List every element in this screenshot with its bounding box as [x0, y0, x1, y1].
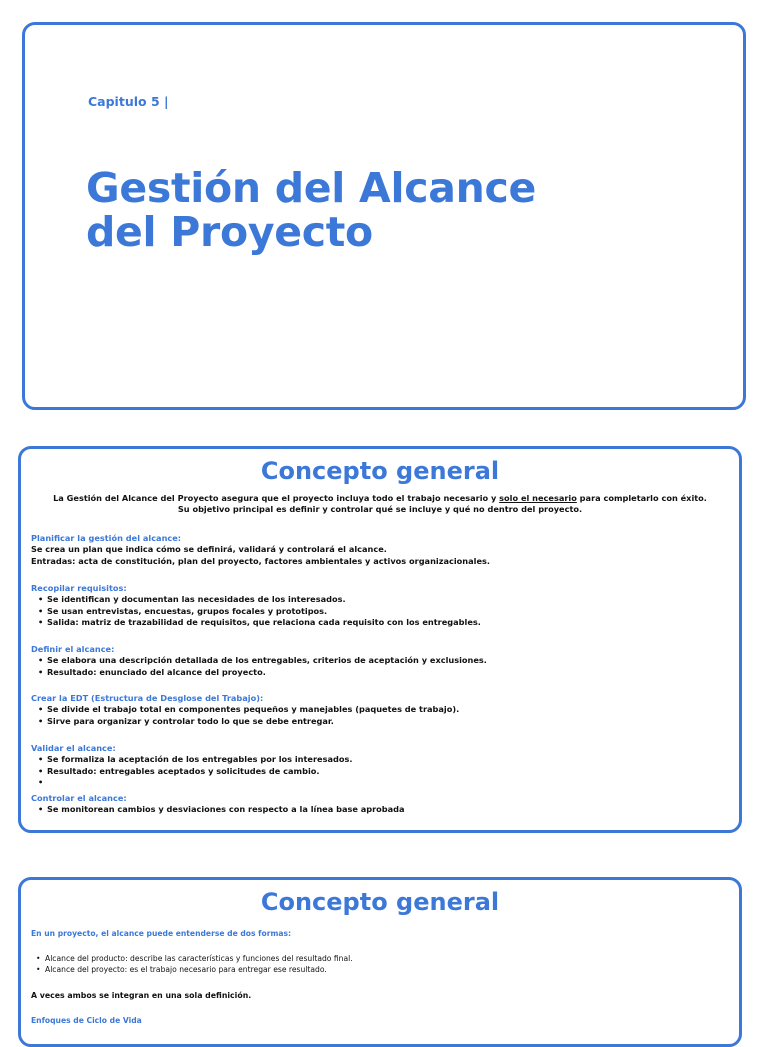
section-line: Se crea un plan que indica cómo se definirá, validará y controlará el alcance.	[31, 544, 387, 555]
concept2-subtitle-2: Enfoques de Ciclo de Vida	[31, 1016, 142, 1025]
cover-card	[22, 22, 746, 410]
section-line: Entradas: acta de constitución, plan del proyecto, factores ambientales y activos organizacionales.	[31, 555, 490, 566]
section-heading: Recopilar requisitos:	[31, 583, 127, 593]
list-item: • Se identifican y documentan las necesidades de los interesados.	[47, 594, 729, 605]
bullet-list	[31, 954, 353, 975]
list-item: • Alcance del producto: describe las características y funciones del resultado final.	[45, 954, 353, 965]
section-collect-requirements	[31, 583, 729, 628]
list-item: • Sirve para organizar y controlar todo lo que se debe entregar.	[47, 716, 729, 727]
bullet-list	[31, 704, 729, 727]
cover-title-line-1: Gestión del Alcance	[86, 164, 536, 212]
concept-intro	[31, 493, 729, 515]
bullet-list	[31, 754, 729, 788]
cover-title-line-2: del Proyecto	[86, 208, 373, 256]
section-validate-scope	[31, 743, 729, 788]
list-item: • Resultado: entregables aceptados y solicitudes de cambio.	[47, 766, 729, 777]
intro-text-after: para completarlo con éxito.	[576, 493, 707, 503]
concept-intro-line-2: Su objetivo principal es definir y controlar qué se incluye y qué no dentro del proyecto.	[177, 504, 583, 514]
list-item: • Resultado: enunciado del alcance del proyecto.	[47, 667, 729, 678]
list-item: • Se divide el trabajo total en componentes pequeños y manejables (paquetes de trabajo).	[47, 704, 729, 715]
section-heading: Controlar el alcance:	[31, 793, 127, 803]
list-item: • Salida: matriz de trazabilidad de requisitos, que relaciona cada requisito con los entregables.	[47, 617, 729, 628]
bullet-list	[31, 655, 729, 678]
intro-underlined-text: solo el necesario	[499, 493, 577, 503]
list-item: • Se formaliza la aceptación de los entregables por los interesados.	[47, 754, 729, 765]
concept-card-2	[18, 877, 742, 1047]
section-create-wbs	[31, 693, 729, 727]
list-item: • Alcance del proyecto: es el trabajo necesario para entregar ese resultado.	[45, 965, 353, 976]
cover-title	[86, 166, 536, 254]
concept-title: Concepto general	[260, 457, 500, 485]
concept2-note: A veces ambos se integran en una sola definición.	[31, 991, 252, 1000]
concept-card	[18, 446, 742, 833]
concept2-subtitle: En un proyecto, el alcance puede entenderse de dos formas:	[31, 929, 292, 938]
bullet-list	[31, 594, 729, 628]
section-plan-scope	[31, 533, 729, 567]
chapter-label: Capitulo 5 |	[88, 94, 169, 109]
concept2-title: Concepto general	[260, 888, 500, 916]
section-define-scope	[31, 644, 729, 678]
section-heading: Planificar la gestión del alcance:	[31, 533, 182, 543]
section-heading: Crear la EDT (Estructura de Desglose del Trabajo):	[31, 693, 264, 703]
bullet-list	[31, 804, 729, 815]
list-item: • Se elabora una descripción detallada de los entregables, criterios de aceptación y exclusiones.	[47, 655, 729, 666]
section-control-scope	[31, 793, 729, 816]
concept-intro-line-1	[31, 493, 729, 504]
section-heading: Definir el alcance:	[31, 644, 115, 654]
empty-list-item	[47, 777, 729, 788]
list-item: • Se monitorean cambios y desviaciones con respecto a la línea base aprobada	[47, 804, 729, 815]
list-item: • Se usan entrevistas, encuestas, grupos focales y prototipos.	[47, 606, 729, 617]
intro-text-before: La Gestión del Alcance del Proyecto asegura que el proyecto incluya todo el trabajo necesario y	[53, 493, 500, 503]
section-heading: Validar el alcance:	[31, 743, 116, 753]
